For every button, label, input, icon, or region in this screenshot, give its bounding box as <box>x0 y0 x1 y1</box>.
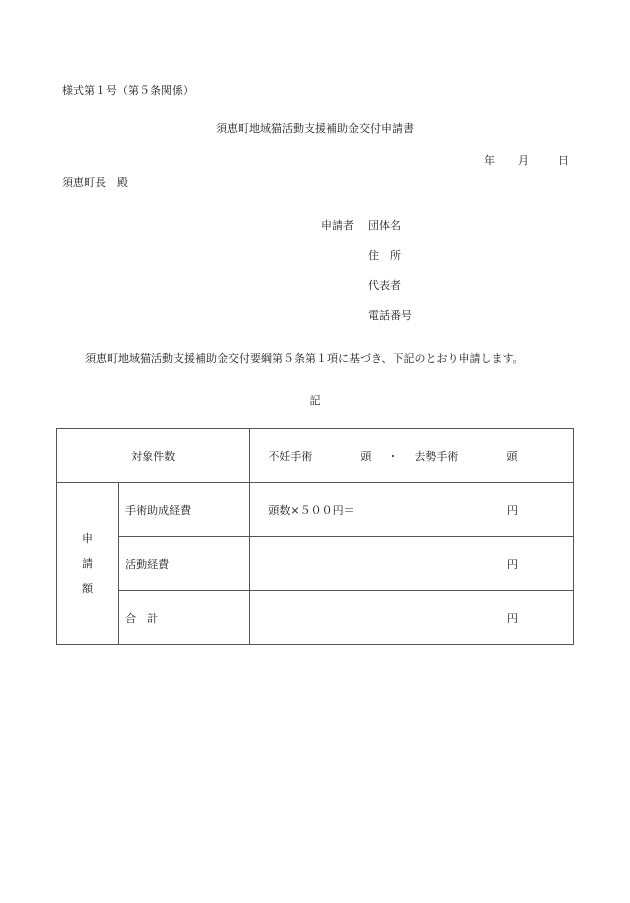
surgery-yen-unit: 円 <box>507 503 518 517</box>
document-title: 須恵町地域猫活動支援補助金交付申請書 <box>216 122 414 135</box>
castration-label: 去勢手術 <box>414 449 459 463</box>
activity-yen-unit: 円 <box>507 557 518 571</box>
form-number: 様式第１号（第５条関係） <box>62 84 194 97</box>
head-unit-2: 頭 <box>506 449 518 463</box>
separator: ・ <box>387 449 399 463</box>
sterilization-label: 不妊手術 <box>268 449 313 463</box>
applicant-label: 申請者 <box>321 219 354 232</box>
recipient: 須恵町長 殿 <box>62 176 128 189</box>
activity-cost-cell[interactable] <box>250 537 574 591</box>
date-year: 年 <box>484 154 495 167</box>
application-amount-group-label: 申 請 額 <box>57 483 119 645</box>
body-text: 須恵町地域猫活動支援補助金交付要綱第５条第１項に基づき、下記のとおり申請します。 <box>85 352 524 365</box>
date-month: 月 <box>518 154 529 167</box>
total-yen-unit: 円 <box>507 611 518 625</box>
applicant-phone-label: 電話番号 <box>368 309 412 322</box>
target-count-label: 対象件数 <box>57 429 250 483</box>
applicant-address-label: 住 所 <box>368 249 401 262</box>
total-label: 合 計 <box>119 591 250 645</box>
target-count-cell[interactable] <box>250 429 574 483</box>
surgery-subsidy-cell[interactable] <box>250 483 574 537</box>
activity-cost-label: 活動経費 <box>119 537 250 591</box>
surgery-subsidy-label: 手術助成経費 <box>119 483 250 537</box>
application-table <box>56 428 574 645</box>
applicant-representative-label: 代表者 <box>368 279 401 292</box>
total-cell[interactable] <box>250 591 574 645</box>
head-unit-1: 頭 <box>360 449 372 463</box>
date-day: 日 <box>558 154 569 167</box>
date-line <box>484 152 569 168</box>
ki-heading: 記 <box>309 394 321 407</box>
surgery-formula: 頭数×５００円＝ <box>268 503 355 517</box>
applicant-org-label: 団体名 <box>368 219 401 232</box>
